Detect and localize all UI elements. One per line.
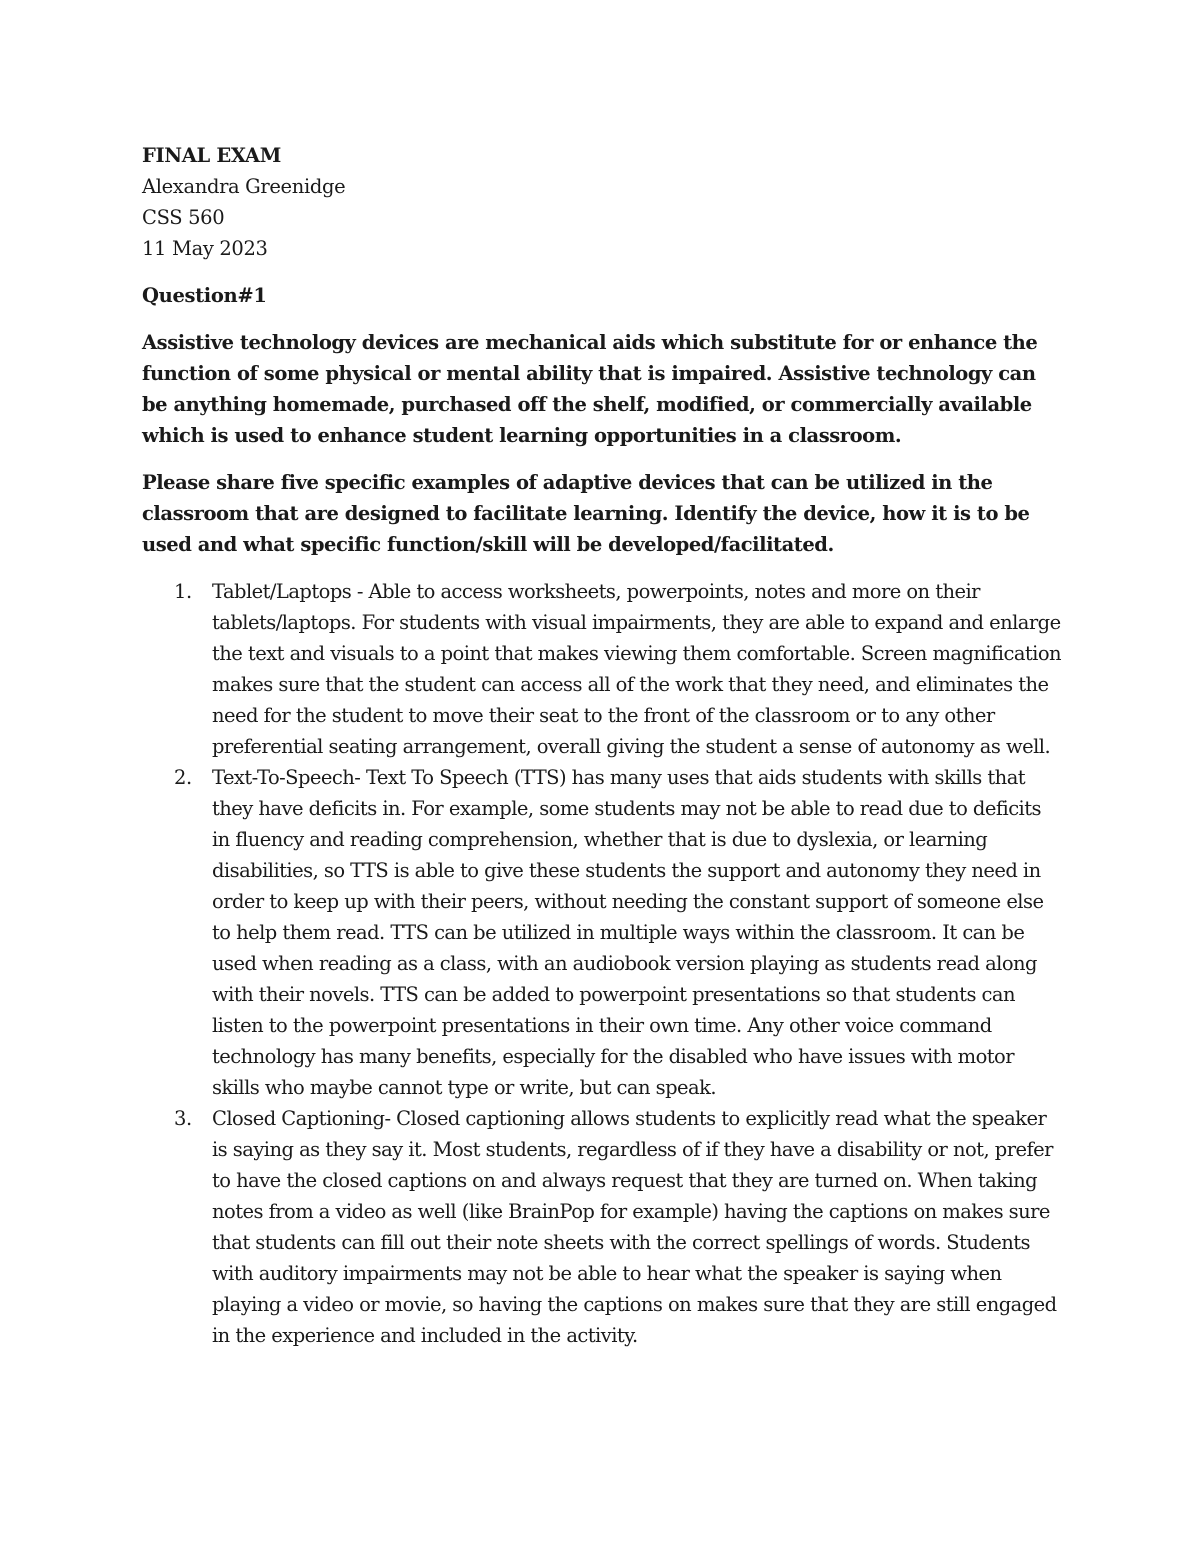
document-title: FINAL EXAM — [142, 144, 281, 167]
answer-number: 1. — [174, 580, 192, 603]
spacer — [142, 451, 1062, 467]
spacer — [142, 264, 1062, 280]
course-code: CSS 560 — [142, 206, 225, 229]
document-date: 11 May 2023 — [142, 237, 268, 260]
answer-text: Text-To-Speech- Text To Speech (TTS) has many uses that aids students with skills that they have deficits in. For example, some students may not be able to read due to deficits in fluency and reading comprehension, whether that is due to dyslexia, or learning disabilities, so TTS is able to give these students the support and autonomy they need in order to keep up with their peers, without needing the constant support of someone else to help them read. TTS can be utilized in multiple ways within the classroom. It can be used when reading as a class, with an audiobook version playing as students read along with their novels. TTS can be added to powerpoint presentations so that students can listen to the powerpoint presentations in their own time. Any other voice command technology has many benefits, especially for the disabled who have issues with motor skills who maybe cannot type or write, but can speak. — [212, 766, 1044, 1099]
answer-number: 2. — [174, 766, 192, 789]
question-intro: Assistive technology devices are mechanical aids which substitute for or enhance the function of some physical or mental ability that is impaired. Assistive technology can be anything homemade, purchased off the shelf, modified, or commercially available which is used to enhance student learning opportunities in a classroom. — [142, 331, 1038, 447]
answer-item-2 — [142, 762, 1062, 1103]
answer-list — [142, 576, 1062, 1351]
spacer — [142, 311, 1062, 327]
author-name: Alexandra Greenidge — [142, 175, 346, 198]
question-prompt: Please share five specific examples of adaptive devices that can be utilized in the classroom that are designed to facilitate learning. Identify the device, how it is to be used and what specific function/skill will be developed/facilitated. — [142, 471, 1030, 556]
answer-text: Tablet/Laptops - Able to access worksheets, powerpoints, notes and more on their tablets/laptops. For students with visual impairments, they are able to expand and enlarge the text and visuals to a point that makes viewing them comfortable. Screen magnification makes sure that the student can access all of the work that they need, and eliminates the need for the student to move their seat to the front of the classroom or to any other preferential seating arrangement, overall giving the student a sense of autonomy as well. — [212, 580, 1062, 758]
answer-item-3 — [142, 1103, 1062, 1351]
answer-item-1 — [142, 576, 1062, 762]
question-heading: Question#1 — [142, 284, 267, 307]
document-body — [142, 140, 1062, 1351]
answer-number: 3. — [174, 1107, 192, 1130]
spacer — [142, 560, 1062, 576]
answer-text: Closed Captioning- Closed captioning allows students to explicitly read what the speaker is saying as they say it. Most students, regardless of if they have a disability or not, prefer to have the closed captions on and always request that they are turned on. When taking notes from a video as well (like BrainPop for example) having the captions on makes sure that students can fill out their note sheets with the correct spellings of words. Students with auditory impairments may not be able to hear what the speaker is saying when playing a video or movie, so having the captions on makes sure that they are still engaged in the experience and included in the activity. — [212, 1107, 1057, 1347]
